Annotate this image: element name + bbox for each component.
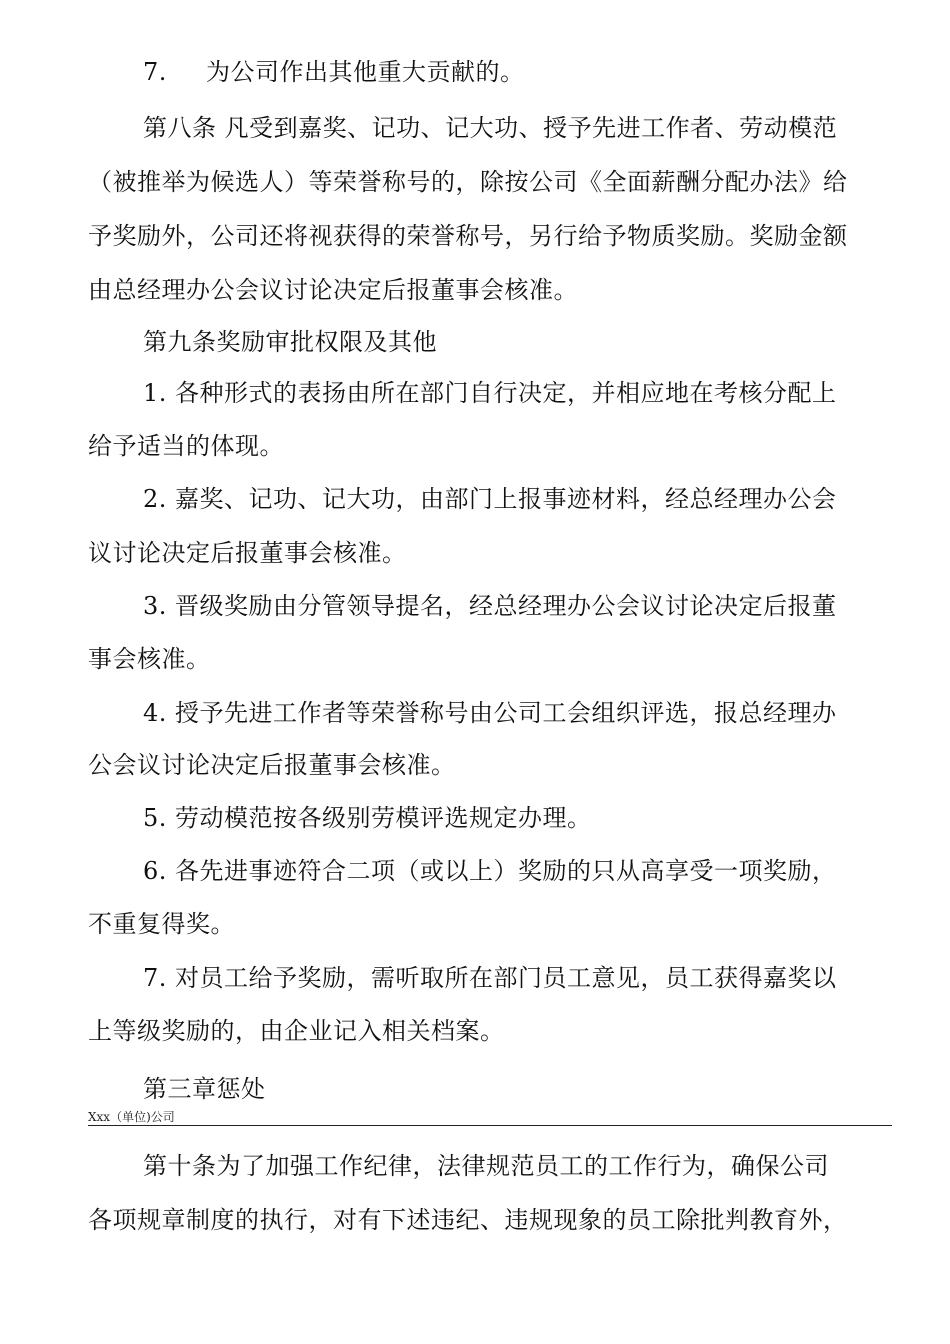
article-8-line-3: 予奖励外，公司还将视获得的荣誉称号，另行给予物质奖励。奖励金额 (88, 222, 848, 250)
rule-2-line-2: 议讨论决定后报董事会核准。 (88, 539, 407, 567)
item-number: 7. (143, 58, 167, 86)
footer-divider (88, 1125, 892, 1126)
rule-7-line-2: 上等级奖励的，由企业记入相关档案。 (88, 1017, 505, 1045)
article-8-line-4: 由总经理办公会议讨论决定后报董事会核准。 (88, 276, 578, 304)
item-text: 为公司作出其他重大贡献的。 (206, 58, 525, 86)
article-8-line-2: （被推举为候选人）等荣誉称号的，除按公司《全面薪酬分配办法》给 (88, 168, 848, 196)
rule-2-line-1: 2. 嘉奖、记功、记大功，由部门上报事迹材料，经总经理办公会 (143, 485, 837, 513)
page-footer-company: Xxx（单位)公司 (88, 1110, 175, 1124)
rule-6-line-2: 不重复得奖。 (88, 910, 235, 938)
rule-6-line-1: 6. 各先进事迹符合二项（或以上）奖励的只从高享受一项奖励， (143, 857, 837, 885)
rule-4-line-1: 4. 授予先进工作者等荣誉称号由公司工会组织评选，报总经理办 (143, 699, 837, 727)
rule-3-line-1: 3. 晋级奖励由分管领导提名，经总经理办公会议讨论决定后报董 (143, 592, 837, 620)
rule-3-line-2: 事会核准。 (88, 645, 211, 673)
rule-7-line-1: 7. 对员工给予奖励，需听取所在部门员工意见，员工获得嘉奖以 (143, 964, 837, 992)
rule-5-line-1: 5. 劳动模范按各级别劳模评选规定办理。 (143, 804, 592, 832)
article-10-line-1: 第十条为了加强工作纪律，法律规范员工的工作行为，确保公司 (143, 1152, 829, 1180)
article-8-line-1: 第八条 凡受到嘉奖、记功、记大功、授予先进工作者、劳动模范 (143, 114, 838, 142)
rule-1-line-2: 给予适当的体现。 (88, 432, 284, 460)
article-10-line-2: 各项规章制度的执行，对有下述违纪、违规现象的员工除批判教育外， (88, 1206, 848, 1234)
rule-1-line-1: 1. 各种形式的表扬由所在部门自行决定，并相应地在考核分配上 (143, 379, 837, 407)
article-9-heading: 第九条奖励审批权限及其他 (143, 328, 437, 356)
rule-4-line-2: 公会议讨论决定后报董事会核准。 (88, 751, 456, 779)
chapter-3-heading: 第三章惩处 (143, 1075, 266, 1103)
